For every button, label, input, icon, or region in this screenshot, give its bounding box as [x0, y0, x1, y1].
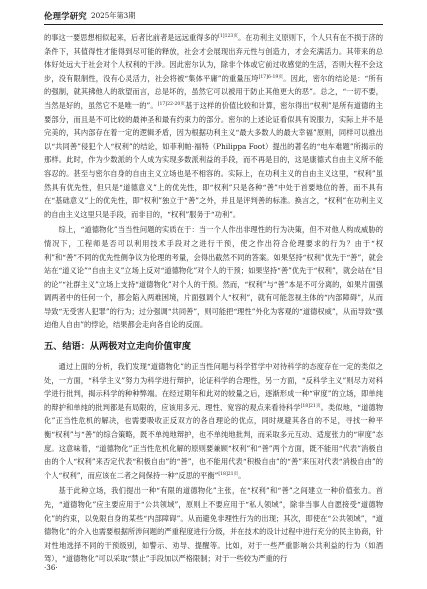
citation: [17]22-20页: [157, 101, 186, 107]
page-number: ·36·: [44, 563, 58, 572]
article-body: [44, 31, 383, 566]
issue-label: 2025年第3期: [91, 11, 136, 20]
paragraph-1: 的事这一要思想相似起来，后者比前者是远远重得多的$^{[1]123页}$。在功利主义原则下，个人只有在不损于济的条件下，其值得性才能得到尽可能的释放，社会才会展现出弃元性与创造力，才会充满活力。其带来的总体好处远大于社会对个人权利的干涉。因此密尔认为，除非个体或它前过收感觉的生活，否则大程不会这步，没有限制性，没有心灵活力，社会将被“集体平庸”的重量压垮$^{[17]6-19页}$。因此，密尔的结论是：“所有的强制，就其拂他人的欲望而言，总是坏的，虽然它可以被用于防止其他更大的恶”。总之，“一切不要，当然是好的，虽然它不是唯一的”。$^{[17]22-20页}$基于这样的价值比较和计算，密尔得出“权利”是所有道德的主要部分，而且是不可比较的最神圣和最有约束力的部分。密尔的上述论证看似具有说服力，实际上并不是完美的，其内部存在着一定的逻辑矛盾，因为根据功利主义“最大多数人的最大幸福”原则，同样可以推出以“共同善”侵犯个人“权利”的结论，如菲利帕·福特（Philippa Foot）提出的著名的“电车难题”所揭示的那样。此时，作为少数派的个人成为实现多数派利益的手段，而不再是目的，这是康德式自由主义所不能容忍的。甚至与密尔自身的自由主义立场也是不相容的。实际上，在功利主义的自由主义这里，“权利”虽然具有优先性，但只是“道德意义”上的优先性，即“权利”只是各种“善”中处于首要地位的善，而不具有在“基础意义”上的优先性，即“权利”独立于“善”之外，并且是评判善的标准。换言之，“权利”在功利主义的自由主义这里只是手段，而非目的，“权利”服务于“功利”。: [44, 33, 383, 219]
citation: [18]21页: [218, 471, 239, 477]
paragraph-2: 综上，“道德物化”当当性问题的实质在于：当一个人作出非理性的行为决策，但不对他人构成威胁的情况下，工程师是否可以利用技术手段对之进行干预，使之作出符合伦理要求的行为？由于“权利”和“善”不同的优先性侧争议为伦理的考量，会得出截然不同的答案。如果坚持“权利”优先于“善”，就会站在“道义论”“自由主义”立场上反对“道德物化”对个人的干预；如果坚持“善”优先于“权利”，就会站在“目的论”“社群主义”立场上支持“道德物化”对个人的干预。然而，“权利”与“善”本是不可分离的，如果片面强调两者中的任何一个，都会陷入两难困境，片面强调个人“权利”，就有可能忽视主体的“内部障碍”，从而导致“无受害人犯罪”的行为；过分强调“共同善”，则可能把“理性”外化为客观的“道德权威”，从而导致“强迫他人自由”的悖论，结果都会走向各自论的反面。: [44, 225, 383, 330]
paragraph-3: 通过上面的分析，我们发现“道德物化”的正当性问题与科学哲学中对待科学的态度存在一定的类似之处，一方面，“科学主义”努力为科学进行辩护，论证科学的合理性，另一方面，“反科学主义”则尽力对科学进行批判，揭示科学的种种弊端。在经过期年和此对的较量之后，逐渐形成一种“审度”的立场，即单纯的辩护和单纯的批判都是有局限的，应该用多元、理性、宽容的观点来看待科学$^{[18]21页}$。类似地，“道德物化”正当性危机的解决，也需要吸收正反双方的各自理论的优点，同时规避其各自的不足，寻找一种平衡“权利”与“善”的综合策略，既不单纯地辩护，也不单纯地批判，而采取多元互动、适度张力的“审度”态度。这意味着，“道德物化”正当性危机化解的原则要兼顾“权利”和“善”两个方面，既不能用“代表”消极自由的个人“权利”来否定代表“积极自由”的“善”，也不能用代表“积极自由”的“善”来压对代表“消极自由”的个人“权利”，而应该在二者之间保持一种“反思的平衡”$^{[18]21页}$。: [44, 362, 383, 480]
header-rule: [44, 24, 383, 25]
citation: [18]21页: [300, 403, 321, 409]
citation: [17]6-19页: [258, 74, 284, 80]
journal-name: 伦理学研究: [44, 11, 87, 21]
citation: [1]123页: [218, 34, 238, 39]
running-header: [44, 9, 383, 23]
section-heading: 五、结语：从两极对立走向价值审度: [44, 341, 191, 353]
paragraph-4: 基于此种立场，我们提出一种“有限的道德物化”主张，在“权利”和“善”之间建立一种价值张力。首先，“道德物化”应主要应用于“公共领域”，原则上不要应用于“私人领域”，除非当事人自愿接受“道德物化”的约束，以免限自身的某些“内部障碍”。从而避免非理性行为的出现；其次，即使在“公共领域”，“道德物化”的介入也需要根据所涉问题的严重程度进行分级，并在技术的设计过程中进行充分的民主协商，针对性地选择不同的干预级别，如警示、劝导、提醒等。比如，对于一些严重影响公共利益的行为（如酒驾），“道德物化”可以采取“禁止”手段加以严格限制；对于一些较为严重的行: [44, 486, 383, 564]
